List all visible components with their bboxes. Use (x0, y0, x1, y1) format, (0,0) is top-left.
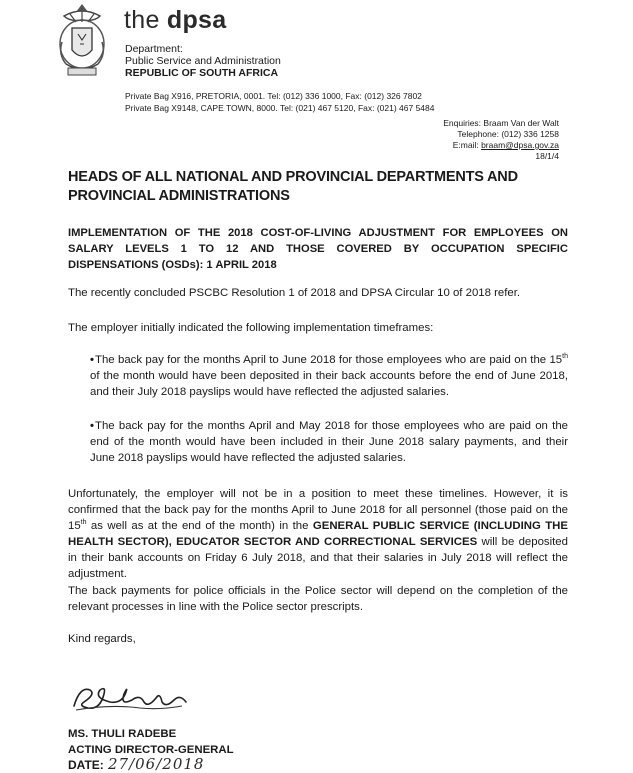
bullet-2-text: The back pay for the months April and May 2018 for those employees who are paid on the end of the month would have been included in their June 2018 salary payments, and their June 2018 payslips would have reflected the adjusted salaries. (90, 420, 568, 464)
handwritten-date: 27/06/2018 (108, 755, 205, 773)
paragraph-1: The recently concluded PSCBC Resolution 1 of 2018 and DPSA Circular 10 of 2018 refer. (68, 287, 521, 299)
paragraph-2: The employer initially indicated the following implementation timeframes: (68, 322, 434, 334)
signatory-title: ACTING DIRECTOR-GENERAL (68, 743, 234, 756)
para-3-text-c: will be deposited in their bank accounts on Friday 6 July 2018, and that their salaries in July 2018 will reflect the adjustment. (68, 536, 568, 580)
bullet-item-2 (90, 418, 568, 466)
email-label: E:mail: (452, 140, 482, 150)
signatory-name: MS. THULI RADEBE (68, 728, 177, 740)
postal-addresses (125, 91, 435, 114)
reference-number: 18/1/4 (535, 151, 559, 161)
paragraph-3 (68, 486, 568, 582)
country-line: REPUBLIC OF SOUTH AFRICA (125, 67, 279, 79)
bullet-icon: • (90, 420, 94, 432)
bullet-icon: • (90, 354, 94, 366)
date-label: DATE: (68, 758, 104, 772)
address-cape-town: Private Bag X9148, CAPE TOWN, 8000. Tel: (021) 467 5120, Fax: (021) 467 5484 (125, 102, 435, 113)
brand-prefix: the (124, 6, 167, 34)
subject-heading: IMPLEMENTATION OF THE 2018 COST-OF-LIVING ADJUSTMENT FOR EMPLOYEES ON SALARY LEVELS 1 TO 12 AND THOSE COVERED BY OCCUPATION SPECIFIC DISPENSATIONS (OSDs): 1 APRIL 2018 (68, 227, 568, 271)
enquiries-line: Enquiries: Braam Van der Walt (443, 118, 559, 128)
handwritten-signature (70, 676, 190, 720)
para-3-bold: GENERAL PUBLIC SERVICE (INCLUDING THE HEALTH SECTOR), EDUCATOR SECTOR AND CORRECTIONAL SERVICES (68, 520, 569, 548)
para-3-text-b: as well as at the end of the month) in the (86, 520, 313, 532)
email-line (443, 140, 559, 151)
paragraph-4: The back payments for police officials in the Police sector will depend on the completion of the relevant processes in line with the Police sector prescripts. (68, 585, 568, 613)
para-3-sup: th (80, 519, 87, 527)
brand-name: dpsa (166, 6, 227, 34)
para-3-text-a: Unfortunately, the employer will not be in a position to meet these timelines. However, it is confirmed that the back pay for the months April to June 2018 for all personnel (those paid on the 15 (68, 488, 568, 532)
bullet-1-text-a: The back pay for the months April to June 2018 for those employees who are paid on the 15 (95, 354, 563, 366)
coat-of-arms-logo (54, 2, 110, 80)
address-pretoria: Private Bag X916, PRETORIA, 0001. Tel: (012) 336 1000, Fax: (012) 326 7802 (125, 91, 422, 101)
dept-line-2: Public Service and Administration (125, 55, 281, 67)
dpsa-logo-wordmark (124, 6, 226, 35)
signatory-block (68, 727, 234, 758)
department-block (125, 43, 281, 79)
email-link[interactable]: braam@dpsa.gov.za (481, 140, 559, 150)
bullet-1-text-b: of the month would have been deposited in their back accounts before the end of June 2018, and their July 2018 payslips would have reflected the adjusted salaries. (90, 370, 568, 398)
telephone-line: Telephone: (012) 336 1258 (457, 129, 559, 139)
enquiries-block (443, 118, 559, 162)
closing-line: Kind regards, (68, 633, 136, 645)
dept-line-1: Department: (125, 43, 183, 55)
addressee-heading: HEADS OF ALL NATIONAL AND PROVINCIAL DEPARTMENTS AND PROVINCIAL ADMINISTRATIONS (68, 169, 518, 204)
bullet-1-sup: th (562, 353, 568, 361)
bullet-item-1 (90, 352, 568, 400)
